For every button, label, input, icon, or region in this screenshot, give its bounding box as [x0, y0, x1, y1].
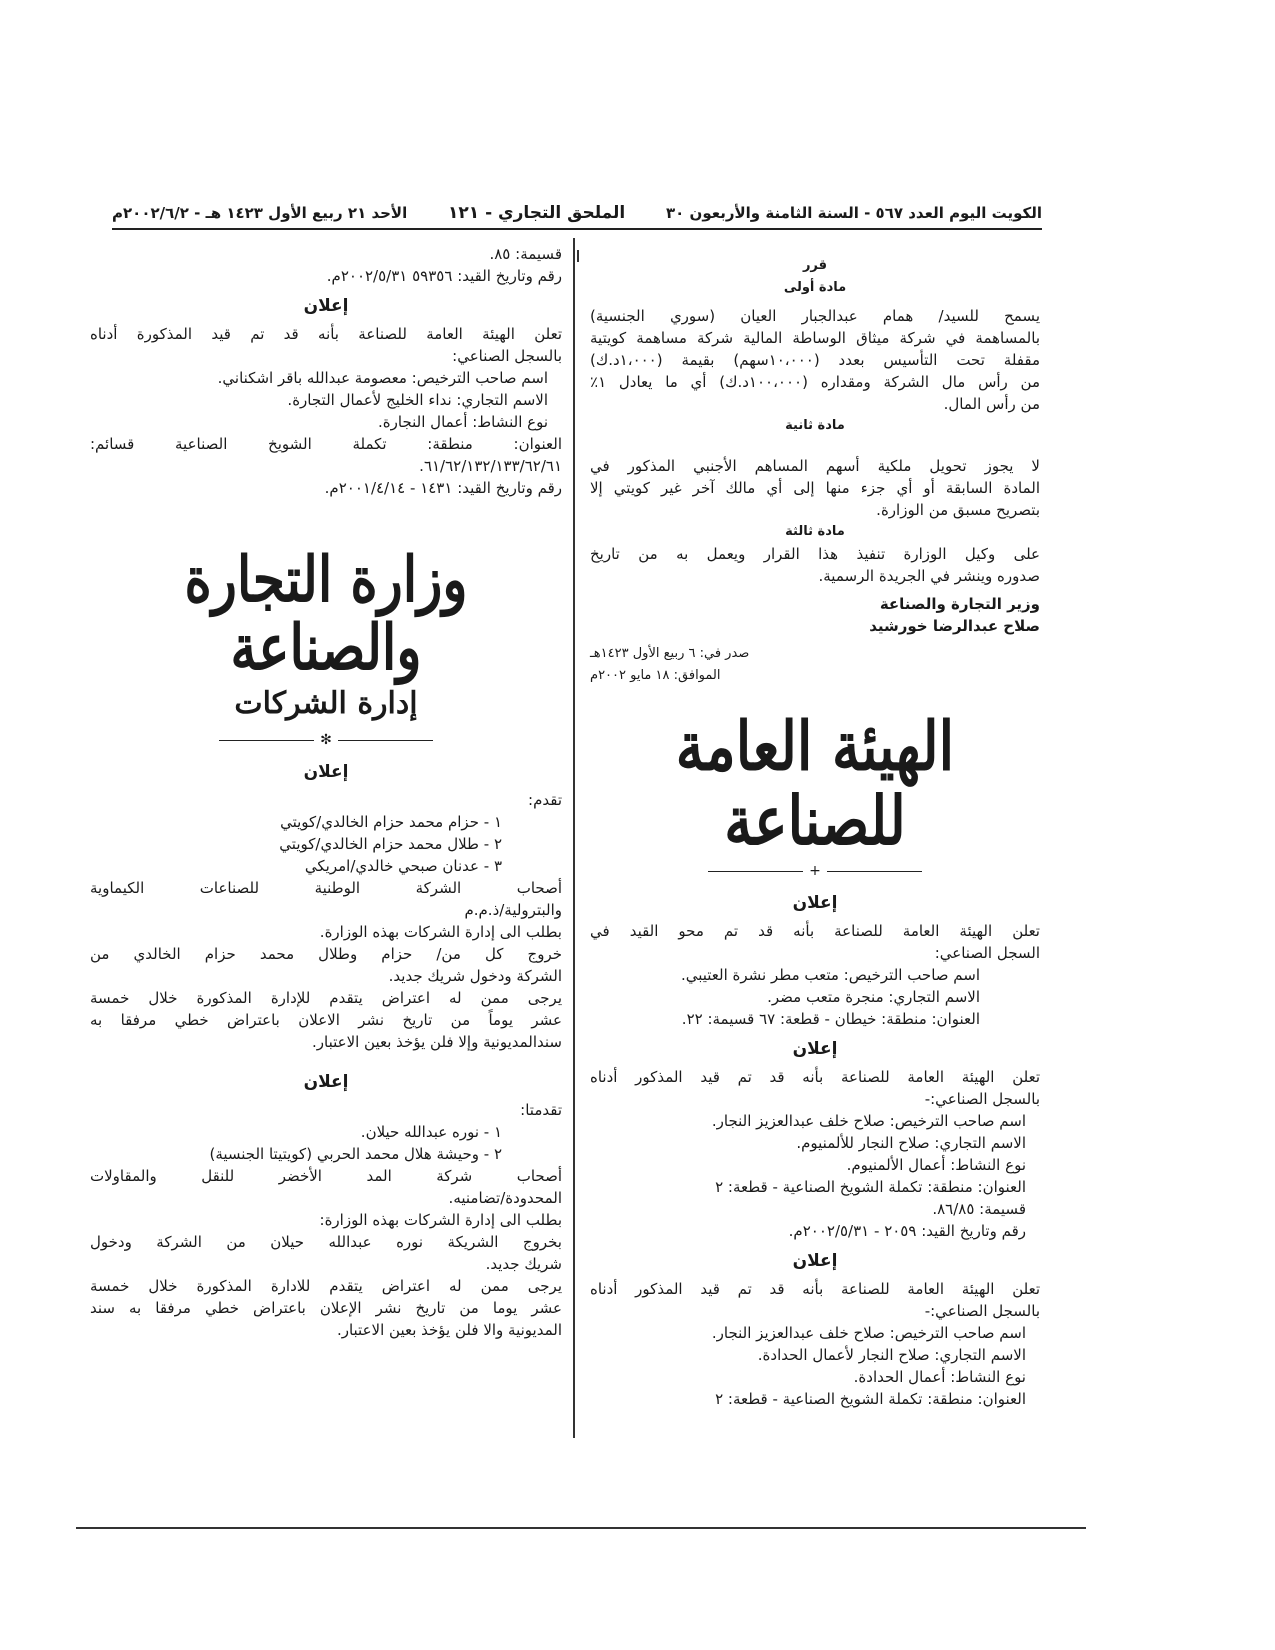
minister-name: صلاح عبدالرضا خورشيد — [869, 617, 1040, 635]
agency-title: الهيئة العامة للصناعة — [675, 707, 955, 861]
announcement-line: ١ - حزام محمد حزام الخالدي/كويتي — [280, 813, 502, 832]
ministry-title: وزارة التجارة والصناعة — [184, 543, 468, 685]
announcement-line: تقدمتا: — [520, 1101, 562, 1120]
plot-number: قسيمة: ٨٥. — [489, 245, 562, 263]
announcement-line: نوع النشاط: أعمال الألمنيوم. — [846, 1156, 1026, 1175]
registration-number-date: رقم وتاريخ القيد: ٥٩٣٥٦ ٢٠٠٢/٥/٣١م. — [326, 267, 562, 285]
announcement-2-title: إعلان — [792, 1039, 838, 1060]
announcement-line: رقم وتاريخ القيد: ١٤٣١ - ٢٠٠١/٤/١٤م. — [324, 479, 562, 497]
announcement-line: رقم وتاريخ القيد: ٢٠٥٩ - ٢٠٠٢/٥/٣١م. — [788, 1222, 1026, 1241]
announcement-top-title: إعلان — [303, 296, 349, 316]
announcement-line: أصحاب شركة المد الأخضر للنقل والمقاولات — [90, 1167, 562, 1186]
announcement-line: بالسجل الصناعي: — [452, 347, 562, 365]
left-column — [90, 243, 562, 1341]
announcement-line: قسيمة: ٨٦/٨٥. — [932, 1200, 1026, 1219]
announcement-ministry-2-title: إعلان — [303, 1072, 349, 1093]
decision-label: قرر — [802, 258, 828, 273]
announcement-line: الاسم التجاري: منجرة متعب مضر. — [767, 988, 980, 1007]
announcement-ministry-1-body — [90, 789, 562, 1053]
announcement-line: نوع النشاط: أعمال الحدادة. — [853, 1368, 1026, 1387]
announcement-line: عشر يوماً من تاريخ نشر الاعلان باعتراض خطي مرفقا به — [90, 1011, 562, 1030]
column-divider — [573, 238, 575, 1438]
article-2-line: بتصريح مسبق من الوزارة. — [876, 501, 1040, 519]
announcement-line: نوع النشاط: أعمال النجارة. — [378, 413, 548, 431]
issued-hijri-date: صدر في: ٦ ربيع الأول ١٤٢٣هـ — [590, 646, 750, 661]
article-1-line: مقفلة تحت التأسيس بعدد (١٠،٠٠٠سهم) بقيمة (١،٠٠٠د.ك) — [590, 351, 1040, 369]
article-1-body — [590, 305, 1040, 415]
announcement-line: ٣ - عدنان صبحي خالدي/امريكي — [304, 857, 502, 876]
page-header — [112, 198, 1042, 228]
announcement-line: والبترولية/ذ.م.م — [464, 901, 562, 920]
column-divider-tick — [577, 250, 579, 262]
ministry-department: إدارة الشركات — [234, 686, 418, 722]
announcement-line: العنوان: منطقة: تكملة الشويخ الصناعية - قطعة: ٢ — [715, 1178, 1026, 1197]
article-3-line: صدوره وينشر في الجريدة الرسمية. — [818, 567, 1040, 585]
article-1-line: من رأس مال الشركة ومقداره (١٠٠،٠٠٠د.ك) أي ما يعادل ١٪ — [590, 373, 1040, 391]
header-date: الأحد ٢١ ربيع الأول ١٤٢٣ هـ - ٢٠٠٢/٦/٢م — [112, 204, 408, 222]
announcement-line: الاسم التجاري: صلاح النجار لأعمال الحدادة. — [757, 1346, 1026, 1365]
announcement-line: اسم صاحب الترخيص: متعب مطر نشرة العتيبي. — [680, 966, 980, 985]
announcement-line: السجل الصناعي: — [934, 944, 1040, 963]
announcement-line: بخروج الشريكة نوره عبدالله حيلان من الشركة ودخول — [90, 1233, 562, 1252]
issued-gregorian-date: الموافق: ١٨ مايو ٢٠٠٢م — [590, 668, 721, 683]
article-2-title: مادة ثانية — [785, 418, 845, 433]
announcement-line: ١ - نوره عبدالله حيلان. — [360, 1123, 502, 1142]
announcement-line: تعلن الهيئة العامة للصناعة بأنه قد تم قيد المذكور أدناه — [590, 1280, 1040, 1299]
header-supplement: الملحق التجاري - ١٢١ — [448, 203, 626, 223]
announcement-line: تعلن الهيئة العامة للصناعة بأنه قد تم قيد المذكورة أدناه — [90, 325, 562, 343]
agency-ornament: + — [590, 860, 1040, 882]
announcement-line: سندالمديونية وإلا فلن يؤخذ بعين الاعتبار. — [311, 1033, 562, 1052]
announcement-ministry-1-title: إعلان — [303, 762, 349, 783]
announcement-line: اسم صاحب الترخيص: صلاح خلف عبدالعزيز النجار. — [711, 1324, 1026, 1343]
announcement-line: أصحاب الشركة الوطنية للصناعات الكيماوية — [90, 879, 562, 898]
article-3-body — [590, 543, 1040, 587]
announcement-1-title: إعلان — [792, 893, 838, 914]
header-issue-info: الكويت اليوم العدد ٥٦٧ - السنة الثامنة والأربعون ٣٠ — [666, 204, 1042, 222]
announcement-line: العنوان: منطقة: تكملة الشويخ الصناعية - قطعة: ٢ — [715, 1390, 1026, 1409]
article-3-title: مادة ثالثة — [785, 524, 845, 539]
announcement-line: اسم صاحب الترخيص: معصومة عبدالله باقر اشكناني. — [217, 369, 548, 387]
announcement-top-body — [90, 323, 562, 499]
announcement-line: الشركة ودخول شريك جديد. — [388, 967, 562, 986]
article-1-line: من رأس المال. — [943, 395, 1040, 413]
article-1-title: مادة أولى — [783, 280, 847, 295]
announcement-line: يرجى ممن له اعتراض يتقدم للادارة المذكورة خلال خمسة — [90, 1277, 562, 1296]
announcement-2-body — [590, 1066, 1040, 1242]
article-2-line: المادة السابقة أو أي جزء منها إلى أي مالك آخر غير كويتي إلا — [590, 479, 1040, 497]
announcement-3-body — [590, 1278, 1040, 1410]
announcement-line: خروج كل من/ حزام وطلال محمد حزام الخالدي من — [90, 945, 562, 964]
announcement-line: شريك جديد. — [485, 1255, 562, 1274]
announcement-line: الاسم التجاري: نداء الخليج لأعمال التجارة. — [287, 391, 548, 409]
announcement-ministry-2-body — [90, 1099, 562, 1341]
article-3-line: على وكيل الوزارة تنفيذ هذا القرار ويعمل به من تاريخ — [590, 545, 1040, 563]
announcement-line: ٦١/٦٢/١٣٢/١٣٣/٦٢/٦١. — [419, 457, 562, 475]
announcement-1-body — [590, 920, 1040, 1030]
announcement-line: بطلب الى إدارة الشركات بهذه الوزارة: — [319, 1211, 562, 1230]
article-1-line: بالمساهمة في شركة ميثاق الوساطة المالية شركة مساهمة كويتية — [590, 329, 1040, 347]
ministry-ornament: ✻ — [90, 729, 562, 751]
announcement-line: ٢ - وحيشة هلال محمد الحربي (كويتيتا الجنسية) — [209, 1145, 502, 1164]
announcement-3-title: إعلان — [792, 1251, 838, 1272]
footer-rule — [76, 1527, 1086, 1529]
article-2-body — [590, 455, 1040, 521]
announcement-line: تعلن الهيئة العامة للصناعة بأنه قد تم قيد المذكور أدناه — [590, 1068, 1040, 1087]
announcement-line: الاسم التجاري: صلاح النجار للألمنيوم. — [796, 1134, 1026, 1153]
announcement-line: اسم صاحب الترخيص: صلاح خلف عبدالعزيز النجار. — [711, 1112, 1026, 1131]
announcement-line: بالسجل الصناعي:- — [924, 1090, 1040, 1109]
announcement-line: المديونية والا فلن يؤخذ بعين الاعتبار. — [336, 1321, 562, 1340]
announcement-line: المحدودة/تضامنيه. — [448, 1189, 562, 1208]
announcement-line: العنوان: منطقة: تكملة الشويخ الصناعية قسائم: — [90, 435, 562, 453]
announcement-line: بطلب الى إدارة الشركات بهذه الوزارة. — [319, 923, 562, 942]
announcement-line: بالسجل الصناعي:- — [924, 1302, 1040, 1321]
article-1-line: يسمح للسيد/ همام عبدالجبار العيان (سوري الجنسية) — [590, 307, 1040, 325]
announcement-line: تعلن الهيئة العامة للصناعة بأنه قد تم محو القيد في — [590, 922, 1040, 941]
announcement-line: ٢ - طلال محمد حزام الخالدي/كويتي — [279, 835, 502, 854]
header-rule — [112, 228, 1042, 230]
right-column — [590, 255, 1040, 1410]
announcement-line: يرجى ممن له اعتراض يتقدم للإدارة المذكورة خلال خمسة — [90, 989, 562, 1008]
announcement-line: عشر يوما من تاريخ نشر الإعلان باعتراض خطي مرفقا به سند — [90, 1299, 562, 1318]
announcement-line: تقدم: — [528, 791, 562, 810]
article-2-line: لا يجوز تحويل ملكية أسهم المساهم الأجنبي المذكور في — [590, 457, 1040, 475]
minister-title: وزير التجارة والصناعة — [879, 595, 1040, 613]
announcement-line: العنوان: منطقة: خيطان - قطعة: ٦٧ قسيمة: ٢٢. — [681, 1010, 980, 1029]
